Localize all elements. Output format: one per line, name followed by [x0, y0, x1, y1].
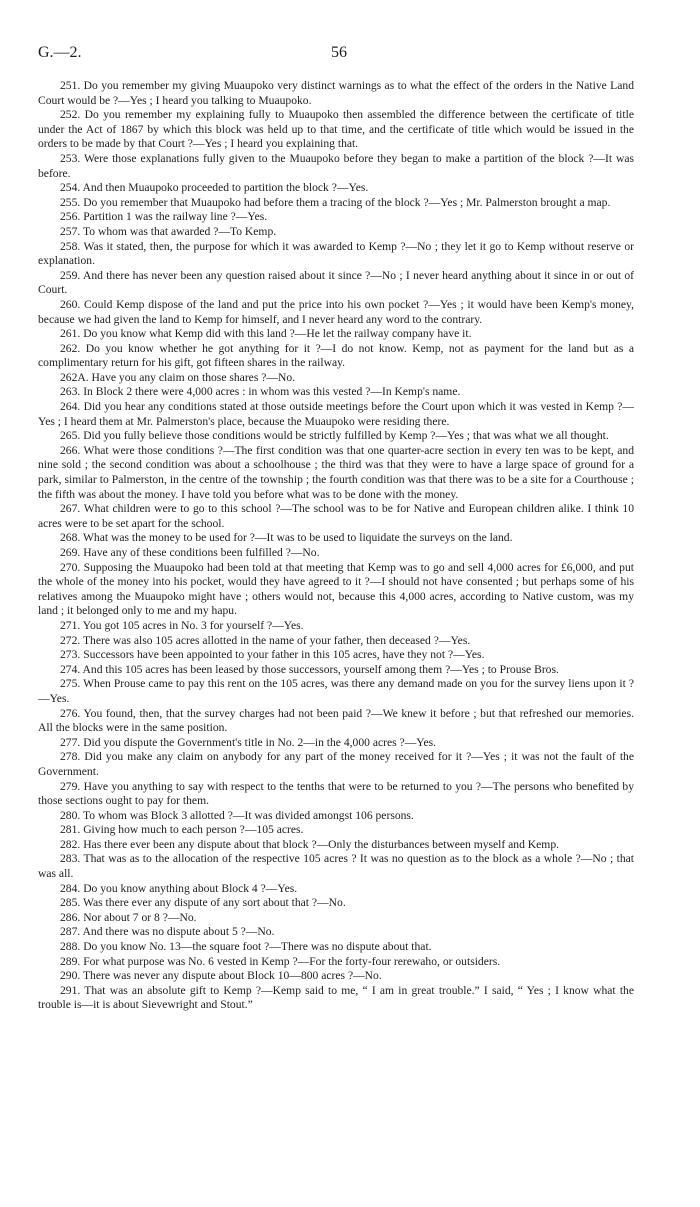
question-answer-paragraph: 254. And then Muaupoko proceeded to partition the block ?—Yes.: [60, 181, 369, 195]
question-answer-paragraph: 289. For what purpose was No. 6 vested in Kemp ?—For the forty-four rerewaho, or outsiders.: [60, 954, 501, 968]
question-answer-paragraph: 275. When Prouse came to pay this rent on the 105 acres, was there any demand made on you for the survey liens upon it ?—Yes.: [38, 677, 634, 705]
page-number: 56: [331, 44, 347, 61]
question-answer-paragraph: 286. Nor about 7 or 8 ?—No.: [60, 910, 197, 924]
question-answer-paragraph: 285. Was there ever any dispute of any sort about that ?—No.: [60, 896, 346, 910]
question-answer-paragraph: 270. Supposing the Muaupoko had been told at that meeting that Kemp was to go and sell 4,000 acres for £6,000, and put the whole of the money into his pocket, would they have agreed to it ?—I should not have consented ; but perhaps some of his relatives among the Muaupoko might have ; others would not, because this 4,000 acres, according to Native custom, was my land ; it belonged only to me and my hapu.: [38, 560, 634, 618]
question-answer-paragraph: 266. What were those conditions ?—The first condition was that one quarter-acre section in every ten was to be kept, and nine sold ; the second condition was about a schoolhouse ; the third was that they were to have a large space of ground for a park, similar to Palmerston, in the centre of the township ; the fourth condition was that there was to be a site for a Courthouse ; the fifth was about the money. I have told you before what was to be done with the money.: [38, 443, 634, 501]
question-answer-paragraph: 255. Do you remember that Muaupoko had before them a tracing of the block ?—Yes ; Mr. Palmerston brought a map.: [60, 195, 611, 209]
question-answer-paragraph: 262. Do you know whether he got anything for it ?—I do not know. Kemp, not as payment for the land but as a complimentary return for his gift, got fifteen shares in the railway.: [38, 341, 634, 370]
question-answer-paragraph: 257. To whom was that awarded ?—To Kemp.: [60, 224, 277, 238]
question-answer-paragraph: 291. That was an absolute gift to Kemp ?—Kemp said to me, “ I am in great trouble.” I said, “ Yes ; I know what the trouble is—it is about Sievewright and Stout.”: [38, 983, 634, 1012]
document-body: [38, 79, 634, 1013]
question-answer-paragraph: 290. There was never any dispute about Block 10—800 acres ?—No.: [60, 969, 382, 983]
question-answer-paragraph: 278. Did you make any claim on anybody for any part of the money received for it ?—Yes ; it was not the fault of the Government.: [38, 750, 634, 778]
question-answer-paragraph: 283. That was as to the allocation of the respective 105 acres ? It was no question as to the block as a whole ?—No ; that was all.: [38, 852, 634, 881]
question-answer-paragraph: 259. And there has never been any question raised about it since ?—No ; I never heard anything about it since in or out of Court.: [38, 268, 634, 297]
question-answer-paragraph: 262A. Have you any claim on those shares ?—No.: [60, 370, 296, 384]
question-answer-paragraph: 272. There was also 105 acres allotted in the name of your father, then deceased ?—Yes.: [60, 633, 471, 647]
question-answer-paragraph: 264. Did you hear any conditions stated at those outside meetings before the Court upon which it was vested in Kemp ?—Yes ; I heard them at Mr. Palmerston's place, because the Muaupoko were residing there.: [38, 400, 634, 428]
question-answer-paragraph: 274. And this 105 acres has been leased by those successors, yourself among them ?—Yes ; to Prouse Bros.: [60, 662, 559, 676]
question-answer-paragraph: 261. Do you know what Kemp did with this land ?—He let the railway company have it.: [60, 327, 472, 341]
question-answer-paragraph: 288. Do you know No. 13—the square foot ?—There was no dispute about that.: [60, 940, 432, 954]
question-answer-paragraph: 268. What was the money to be used for ?—It was to be used to liquidate the surveys on the land.: [60, 531, 513, 545]
document-reference: G.—2.: [38, 44, 82, 61]
question-answer-paragraph: 251. Do you remember my giving Muaupoko very distinct warnings as to what the effect of the orders in the Native Land Court would be ?—Yes ; I heard you talking to Muaupoko.: [38, 79, 634, 107]
question-answer-paragraph: 287. And there was no dispute about 5 ?—No.: [60, 925, 275, 939]
question-answer-paragraph: 282. Has there ever been any dispute about that block ?—Only the disturbances between myself and Kemp.: [60, 837, 560, 851]
question-answer-paragraph: 279. Have you anything to say with respect to the tenths that were to be returned to you ?—The persons who benefited by those sections ought to pay for them.: [38, 779, 634, 808]
question-answer-paragraph: 253. Were those explanations fully given to the Muaupoko before they began to make a partition of the block ?—It was before.: [38, 151, 634, 180]
question-answer-paragraph: 263. In Block 2 there were 4,000 acres : in whom was this vested ?—In Kemp's name.: [60, 385, 461, 399]
page-header: [38, 44, 640, 64]
question-answer-paragraph: 267. What children were to go to this school ?—The school was to be for Native and European children alike. I think 10 acres were to be set apart for the school.: [38, 502, 634, 530]
question-answer-paragraph: 269. Have any of these conditions been fulfilled ?—No.: [60, 546, 320, 559]
question-answer-paragraph: 252. Do you remember my explaining fully to Muaupoko then assembled the difference between the certificate of title under the Act of 1867 by which this block was held up to that time, and the certificate of title which would be issued in the orders to be made by that Court ?—Yes ; I heard you explaining that.: [38, 108, 634, 151]
question-answer-paragraph: 281. Giving how much to each person ?—105 acres.: [60, 823, 304, 837]
question-answer-paragraph: 265. Did you fully believe those conditions would be strictly fulfilled by Kemp ?—Yes ; that was what we all thought.: [60, 429, 609, 443]
question-answer-paragraph: 284. Do you know anything about Block 4 ?—Yes.: [60, 881, 298, 895]
question-answer-paragraph: 256. Partition 1 was the railway line ?—Yes.: [60, 210, 268, 224]
question-answer-paragraph: 280. To whom was Block 3 allotted ?—It was divided amongst 106 persons.: [60, 808, 414, 822]
question-answer-paragraph: 271. You got 105 acres in No. 3 for yourself ?—Yes.: [60, 618, 304, 632]
question-answer-paragraph: 273. Successors have been appointed to your father in this 105 acres, have they not ?—Yes.: [60, 648, 485, 662]
question-answer-paragraph: 258. Was it stated, then, the purpose for which it was awarded to Kemp ?—No ; they let it go to Kemp without reserve or explanation.: [38, 239, 634, 268]
question-answer-paragraph: 260. Could Kemp dispose of the land and put the price into his own pocket ?—Yes ; it would have been Kemp's money, because we had given the land to Kemp for himself, and I never heard any word to the contrary.: [38, 297, 634, 326]
question-answer-paragraph: 276. You found, then, that the survey charges had not been paid ?—We knew it before ; but that refreshed our memories. All the blocks were in the same position.: [38, 706, 634, 735]
question-answer-paragraph: 277. Did you dispute the Government's title in No. 2—in the 4,000 acres ?—Yes.: [60, 735, 437, 749]
